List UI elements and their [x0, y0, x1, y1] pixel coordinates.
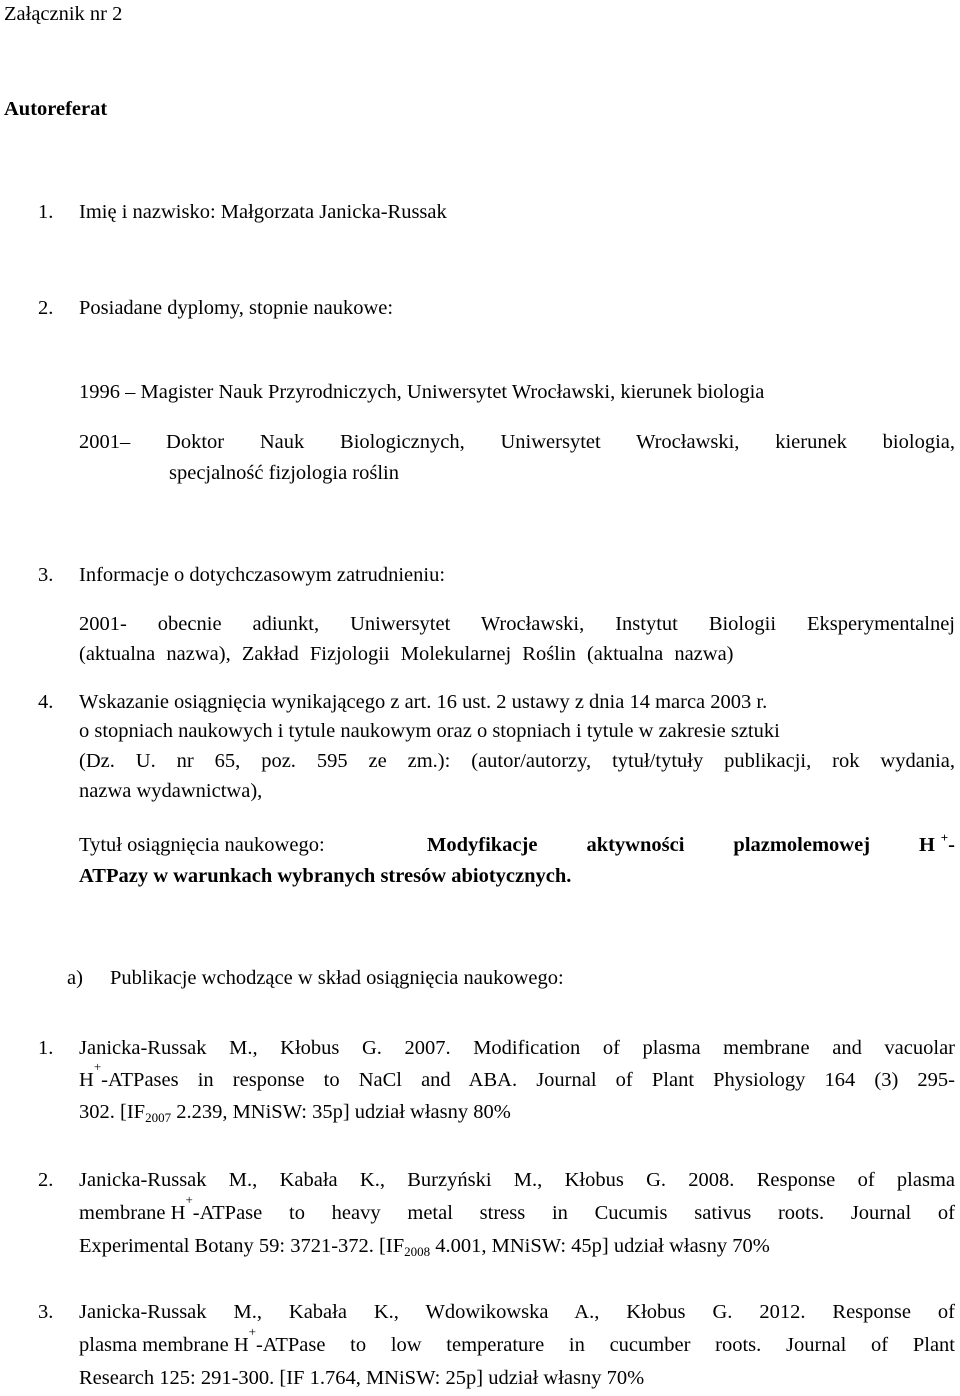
publication-3-number: 3.: [38, 1301, 54, 1323]
publication-3-line2: plasma membrane H + -ATPase to low temperature in cucumber roots. Journal of Plant: [79, 1324, 955, 1356]
employment-line2: (aktualna nazwa), Zakład Fizjologii Molekularnej Roślin (aktualna nazwa): [79, 643, 734, 665]
degree-2001-line1: 2001– Doktor Nauk Biologicznych, Uniwersytet Wrocławski, kierunek biologia,: [79, 431, 955, 453]
degree-2001-line2: specjalność fizjologia roślin: [169, 462, 399, 484]
publication-2-line1: Janicka-Russak M., Kabała K., Burzyński M., Kłobus G. 2008. Response of plasma: [79, 1169, 955, 1191]
achievement-title-part1: Modyfikacje aktywności plazmolemowej H: [427, 834, 935, 856]
section-4-number: 4.: [38, 691, 54, 713]
section-2-number: 2.: [38, 297, 54, 319]
achievement-dash: -: [948, 834, 955, 856]
document-title: Autoreferat: [4, 98, 108, 120]
publications-heading: Publikacje wchodzące w skład osiągnięcia naukowego:: [110, 967, 564, 989]
publication-1-line2: H + -ATPases in response to NaCl and ABA. Journal of Plant Physiology 164 (3) 295-: [79, 1059, 955, 1091]
publication-1-line3: 302. [IF2007 2.239, MNiSW: 35p] udział własny 80%: [79, 1101, 511, 1125]
section-4-line3: (Dz. U. nr 65, poz. 595 ze zm.): (autor/autorzy, tytuł/tytuły publikacji, rok wydania,: [79, 750, 955, 772]
section-3-number: 3.: [38, 564, 54, 586]
publication-1-line1: Janicka-Russak M., Kłobus G. 2007. Modification of plasma membrane and vacuolar: [79, 1037, 955, 1059]
section-4-line1: Wskazanie osiągnięcia wynikającego z art. 16 ust. 2 ustawy z dnia 14 marca 2003 r.: [79, 691, 768, 713]
achievement-title-line1: [79, 830, 955, 858]
section-4-line2: o stopniach naukowych i tytule naukowym oraz o stopniach i tytule w zakresie sztuki: [79, 720, 780, 742]
publication-2-number: 2.: [38, 1169, 54, 1191]
publications-marker: a): [67, 967, 83, 989]
attachment-label: Załącznik nr 2: [4, 3, 123, 25]
publication-2-line2: membrane H + -ATPase to heavy metal stress in Cucumis sativus roots. Journal of: [79, 1192, 955, 1224]
employment-line1: 2001- obecnie adiunkt, Uniwersytet Wrocławski, Instytut Biologii Eksperymentalnej: [79, 613, 955, 635]
section-3-heading: Informacje o dotychczasowym zatrudnieniu:: [79, 564, 446, 586]
publication-1-number: 1.: [38, 1037, 54, 1059]
section-1-number: 1.: [38, 201, 54, 223]
section-4-line4: nazwa wydawnictwa),: [79, 780, 263, 802]
achievement-label: Tytuł osiągnięcia naukowego:: [79, 834, 325, 856]
achievement-superscript: +: [940, 830, 949, 845]
publication-3-line1: Janicka-Russak M., Kabała K., Wdowikowska A., Kłobus G. 2012. Response of: [79, 1301, 955, 1323]
achievement-title-line2: ATPazy w warunkach wybranych stresów abiotycznych.: [79, 865, 572, 887]
section-2-heading: Posiadane dyplomy, stopnie naukowe:: [79, 297, 394, 319]
section-1-text: Imię i nazwisko: Małgorzata Janicka-Russak: [79, 201, 447, 223]
degree-1996: 1996 – Magister Nauk Przyrodniczych, Uniwersytet Wrocławski, kierunek biologia: [79, 381, 765, 403]
publication-2-line3: Experimental Botany 59: 3721-372. [IF2008 4.001, MNiSW: 45p] udział własny 70%: [79, 1235, 770, 1259]
publication-3-line3: Research 125: 291-300. [IF 1.764, MNiSW: 25p] udział własny 70%: [79, 1367, 645, 1389]
achievement-title-bold: [427, 830, 955, 858]
